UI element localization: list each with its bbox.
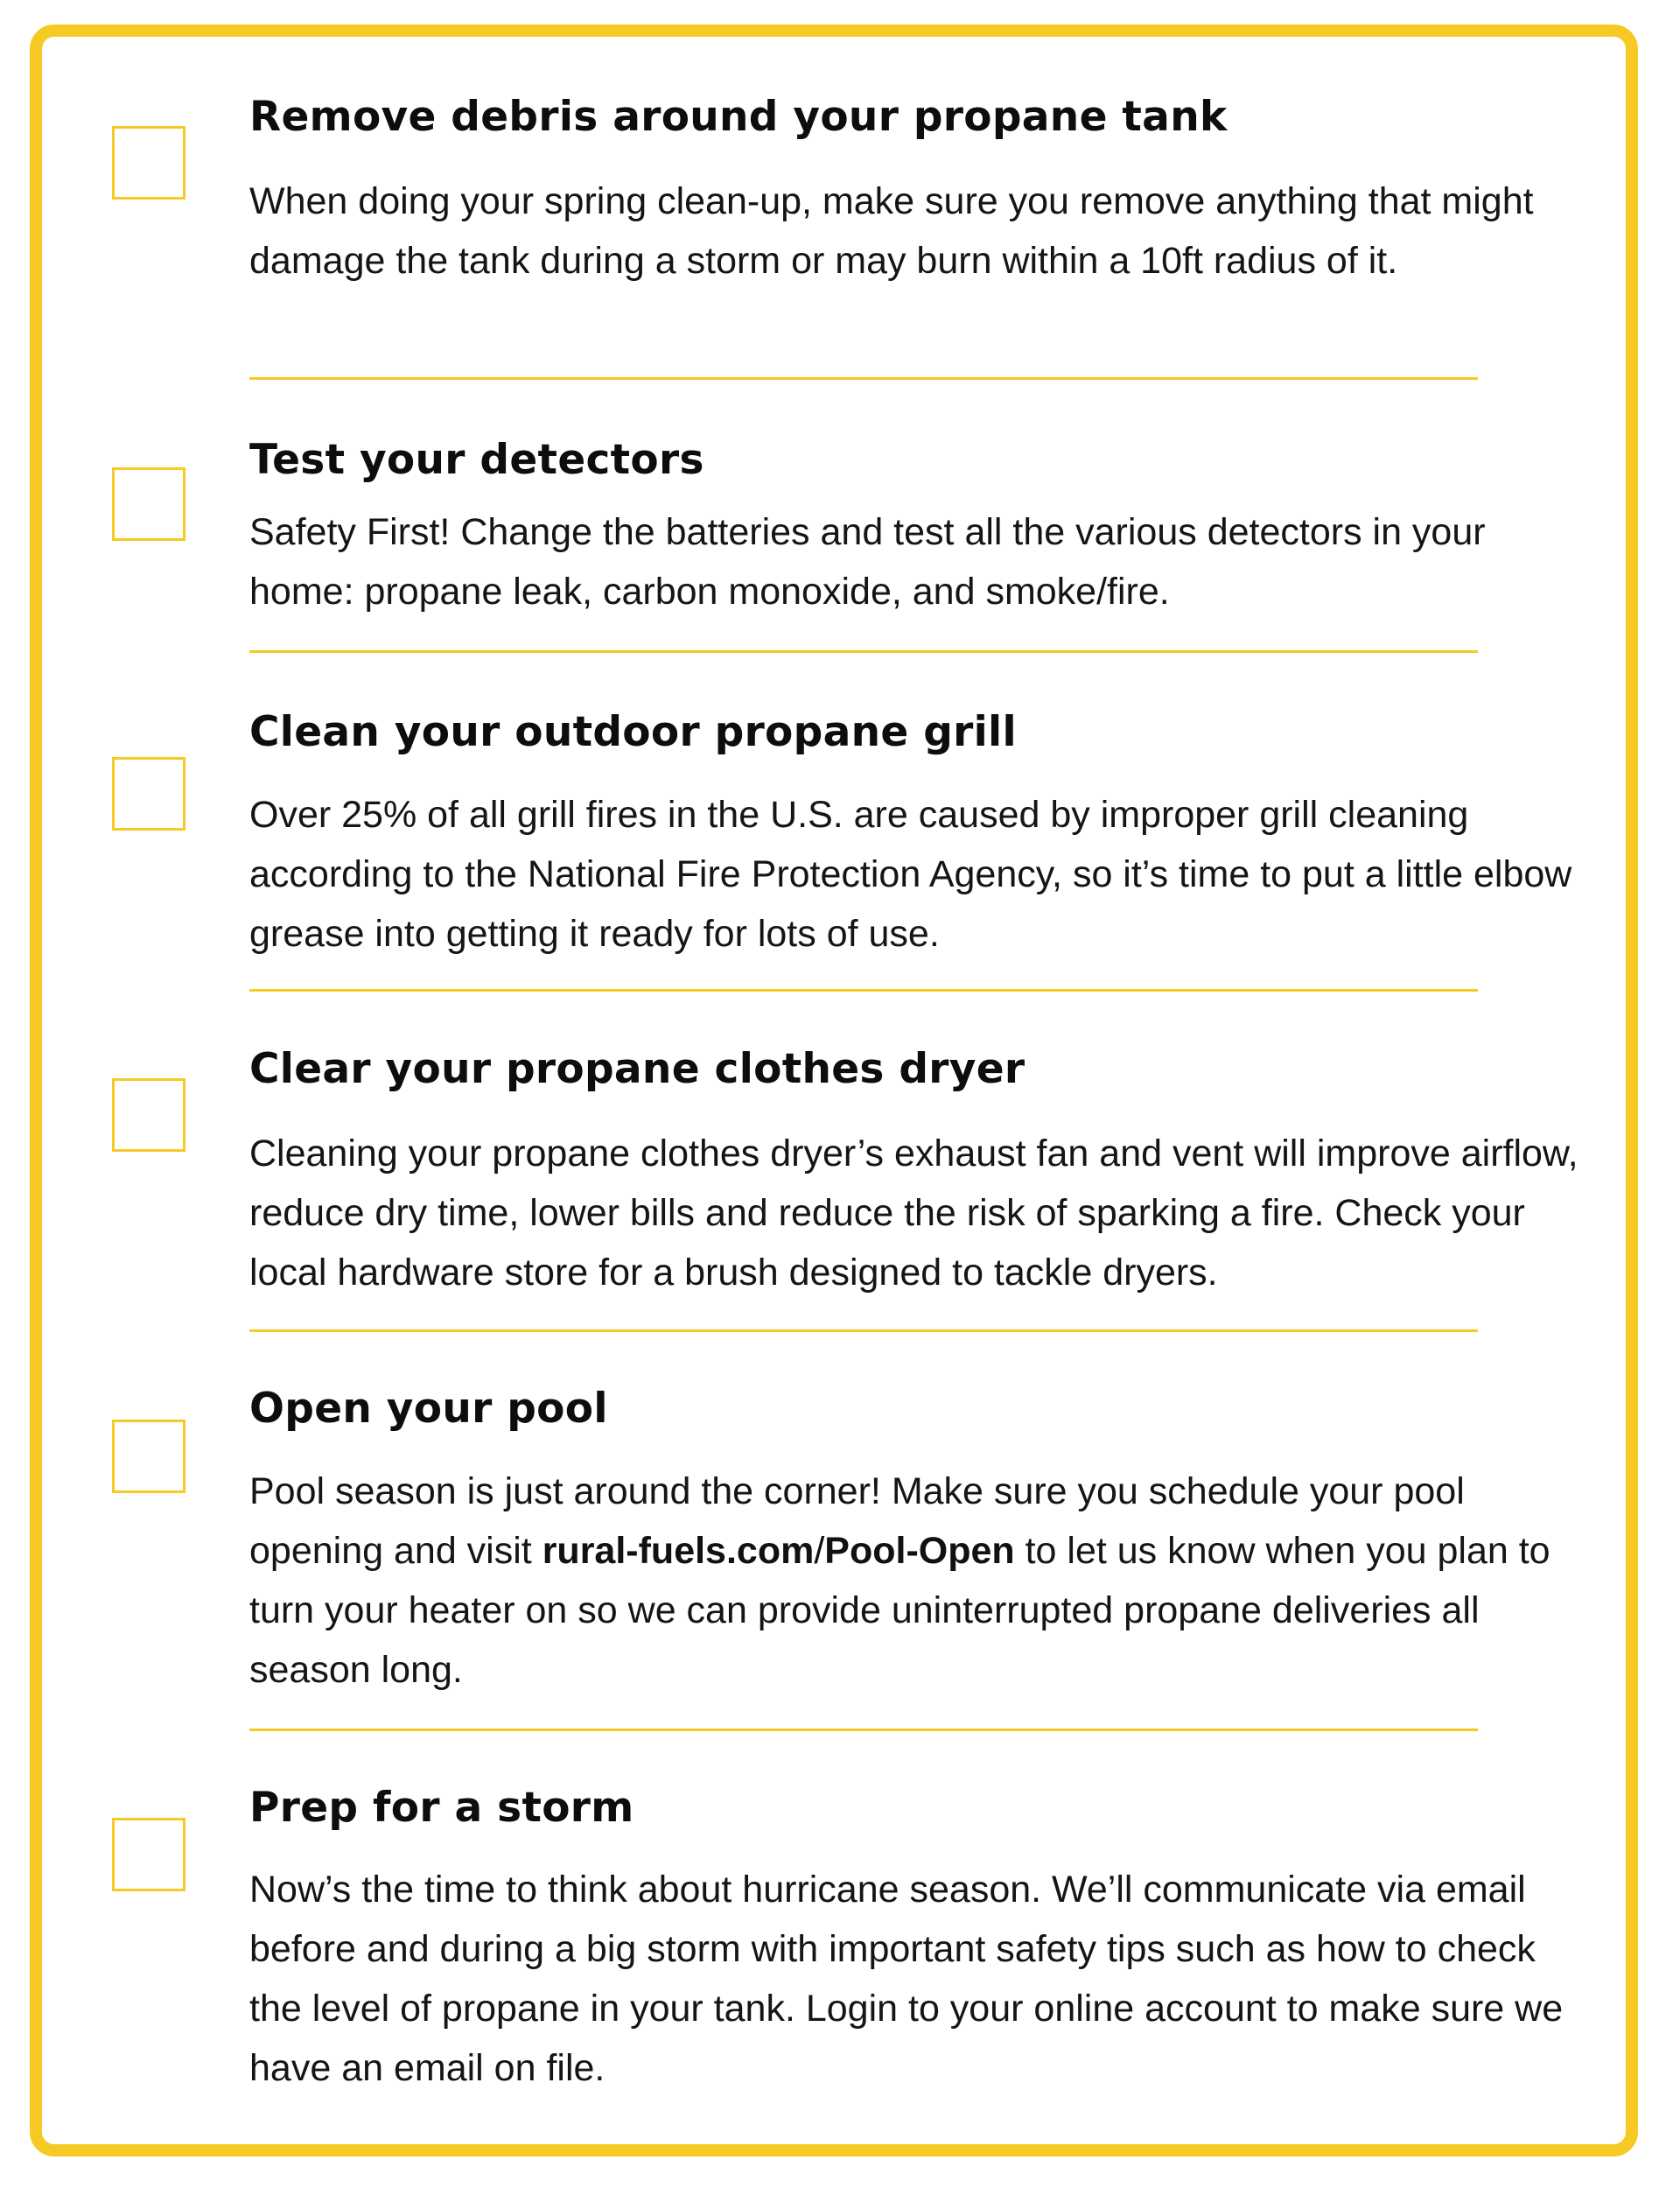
item-description: When doing your spring clean-up, make sure you remove anything that might damage the tank during a storm or may burn within a 10ft radius of it. <box>249 180 1534 282</box>
divider <box>249 377 1478 380</box>
checkbox-open-pool[interactable] <box>112 1420 186 1493</box>
link-path: Pool-Open <box>824 1530 1015 1572</box>
divider <box>249 1729 1478 1731</box>
item-description-text: Pool season is just around the corner! Make sure you schedule your pool opening and visit <box>249 1470 1465 1572</box>
item-title: Prep for a storm <box>249 1784 634 1832</box>
item-description-text: to let us know when you plan to turn your heater on so we can provide uninterrupted propane deliveries all season long. <box>249 1530 1550 1691</box>
checkbox-test-detectors[interactable] <box>112 467 186 541</box>
item-title: Clean your outdoor propane grill <box>249 708 1017 756</box>
checkbox-clean-grill[interactable] <box>112 757 186 831</box>
checkbox-prep-storm[interactable] <box>112 1818 186 1891</box>
item-title: Clear your propane clothes dryer <box>249 1045 1026 1093</box>
checkbox-remove-debris[interactable] <box>112 126 186 200</box>
checkbox-clear-dryer[interactable] <box>112 1078 186 1152</box>
item-description <box>249 1462 1579 1700</box>
pool-open-link[interactable] <box>542 1530 1015 1572</box>
item-title: Open your pool <box>249 1385 608 1433</box>
link-domain: rural-fuels.com <box>542 1530 815 1572</box>
divider <box>249 650 1478 653</box>
item-description: Safety First! Change the batteries and test all the various detectors in your home: propane leak, carbon monoxide, and smoke/fire. <box>249 511 1486 613</box>
item-title: Remove debris around your propane tank <box>249 93 1228 141</box>
divider <box>249 989 1478 992</box>
item-description: Over 25% of all grill fires in the U.S. are caused by improper grill cleaning according to the National Fire Protection Agency, so it’s time to put a little elbow grease into getting it ready for lots of use. <box>249 794 1572 955</box>
item-description: Now’s the time to think about hurricane season. We’ll communicate via email before and during a big storm with important safety tips such as how to check the level of propane in your tank. Login to your online account to make sure we have an email on file. <box>249 1869 1564 2089</box>
divider <box>249 1329 1478 1332</box>
item-description: Cleaning your propane clothes dryer’s exhaust fan and vent will improve airflow, reduce dry time, lower bills and reduce the risk of sparking a fire. Check your local hardware store for a brush designed to tackle dryers. <box>249 1133 1578 1294</box>
item-title: Test your detectors <box>249 436 704 484</box>
link-separator: / <box>814 1530 825 1572</box>
